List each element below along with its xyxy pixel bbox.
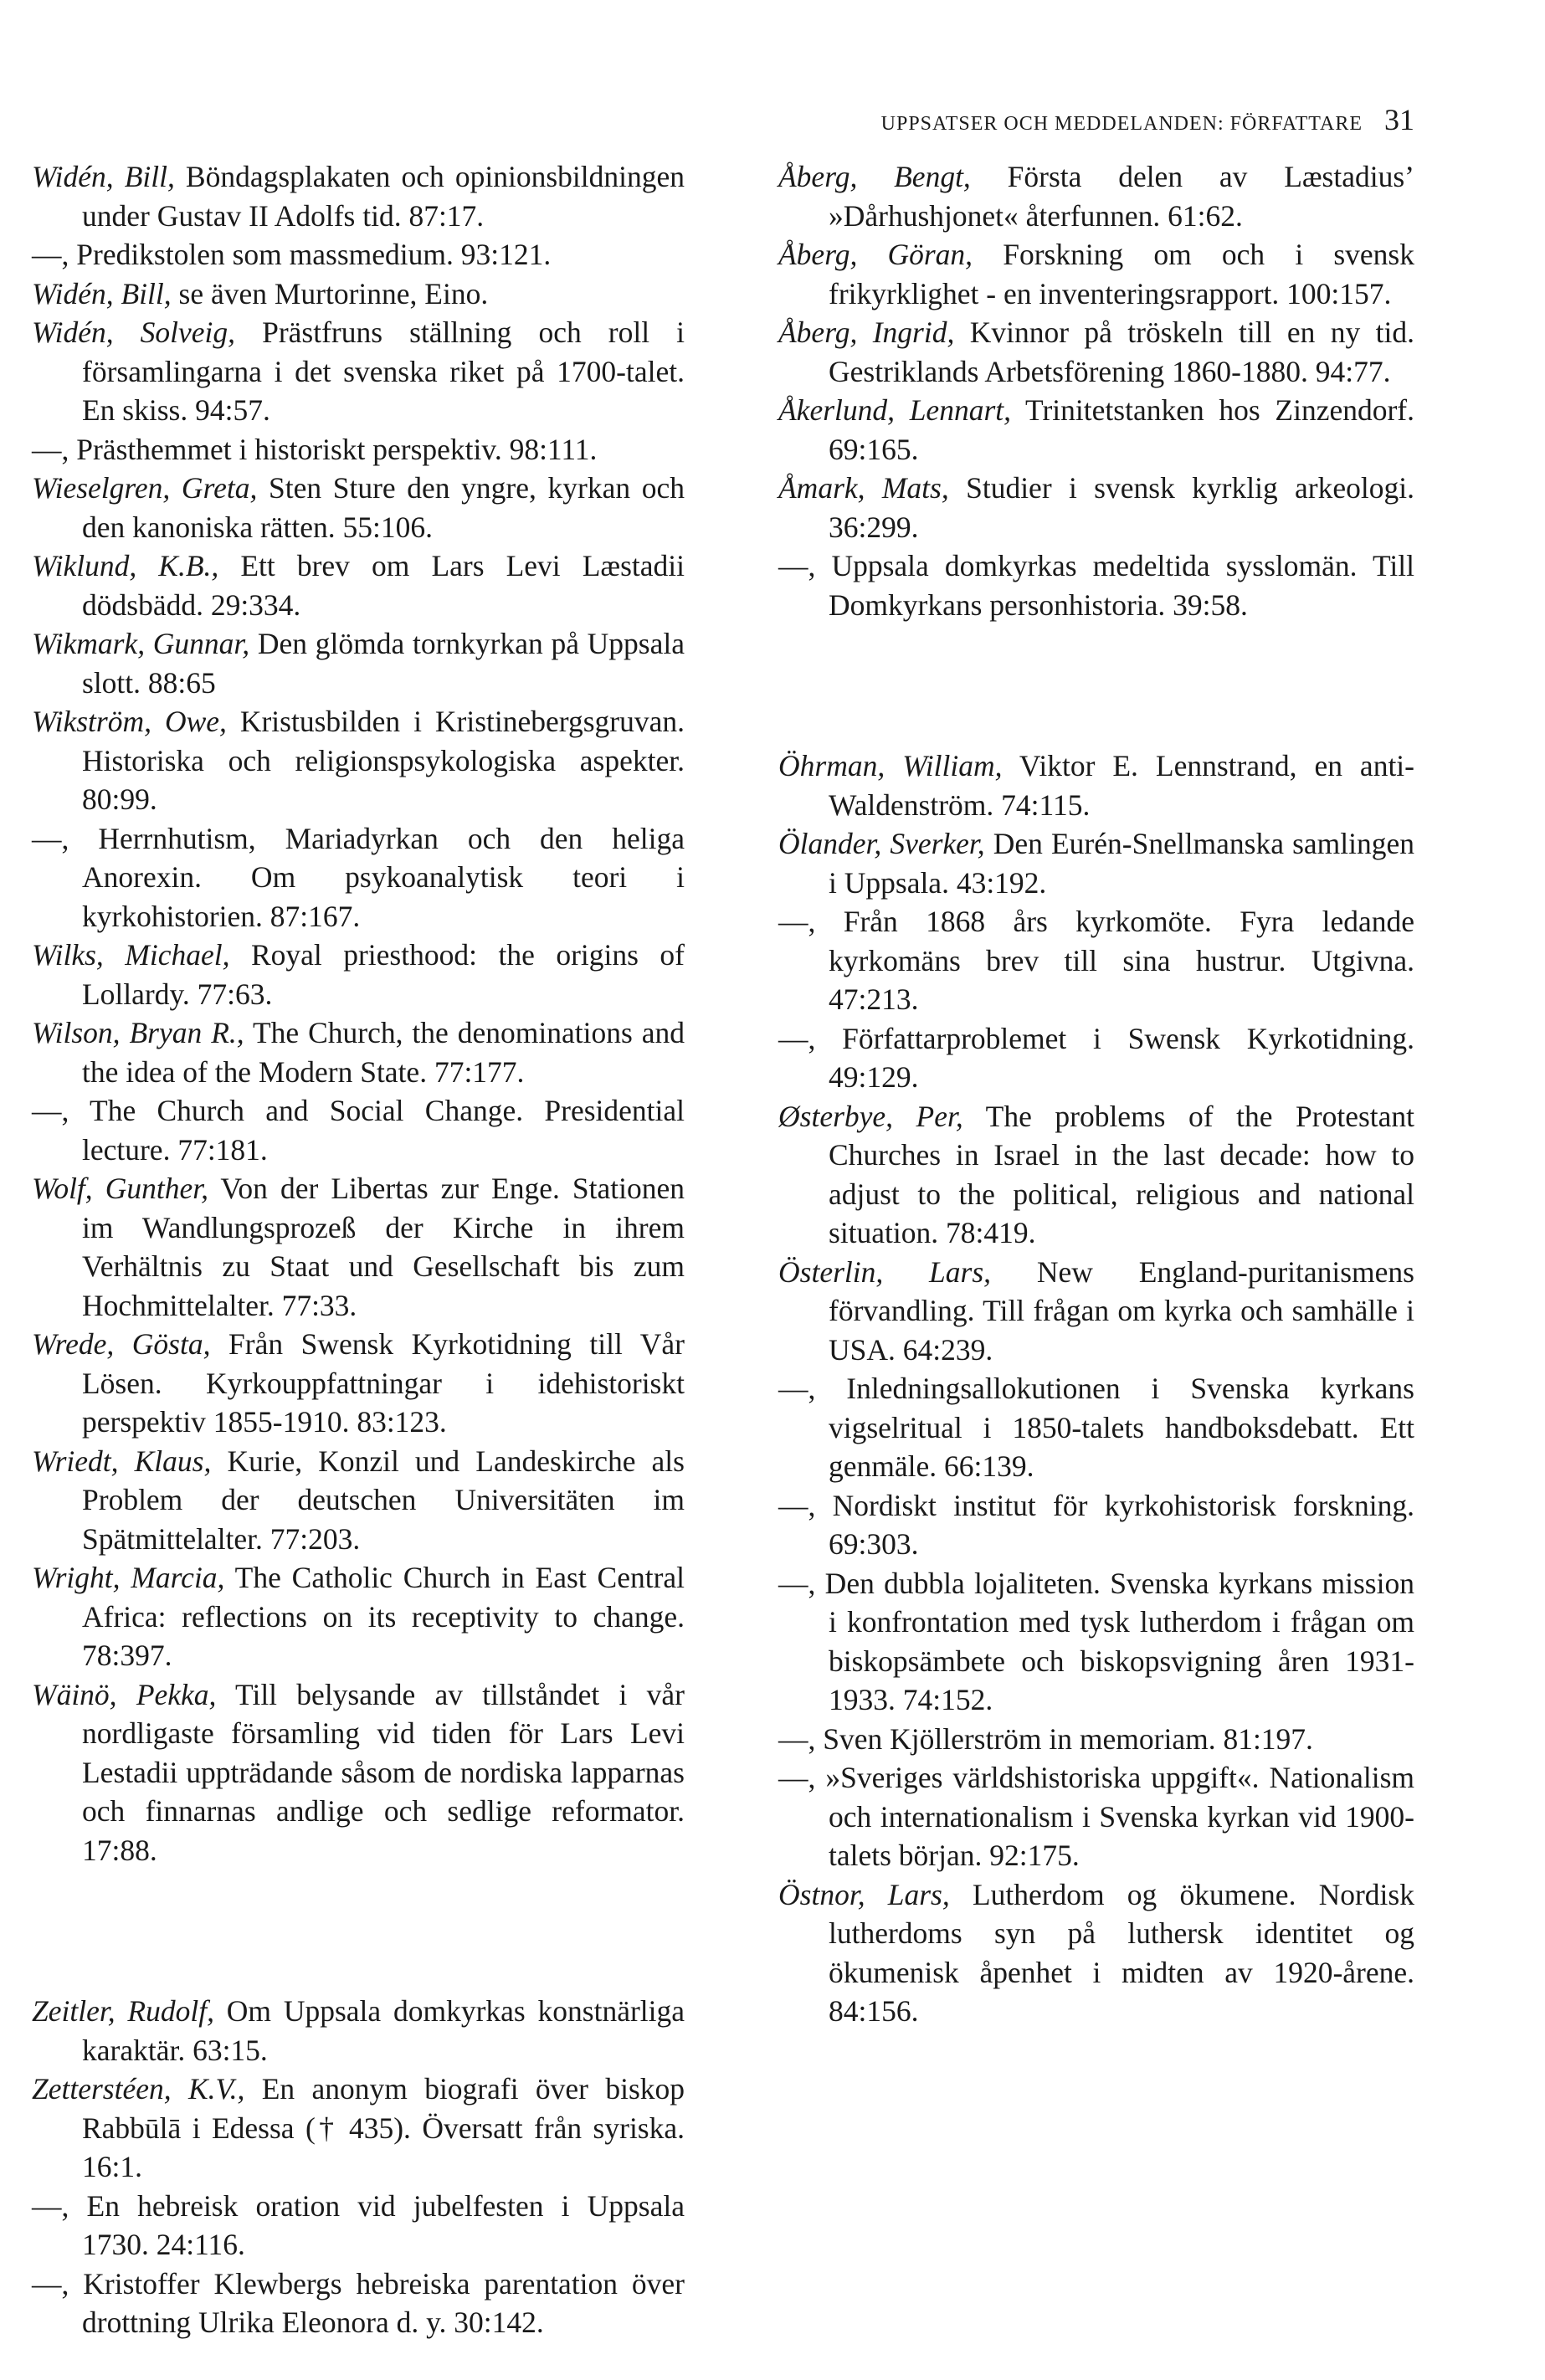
index-entry xyxy=(32,819,685,936)
index-entry xyxy=(778,546,1414,624)
entry-text: The Catholic Church in East Central Africa: reflections on its receptivity to change. 78:397. xyxy=(82,1561,685,1672)
entry-author: Åberg, Göran, xyxy=(778,238,973,271)
index-entry xyxy=(778,1253,1414,1370)
entry-author: Åmark, Mats, xyxy=(778,471,949,505)
entry-author: Åberg, Ingrid, xyxy=(778,315,955,349)
entry-text: Studier i svensk kyrklig arkeologi. 36:299. xyxy=(829,471,1414,544)
entry-author: Wright, Marcia, xyxy=(32,1561,225,1594)
index-entry xyxy=(778,1486,1414,1564)
index-entry xyxy=(32,1091,685,1169)
running-header xyxy=(778,102,1414,137)
index-entry xyxy=(32,1169,685,1325)
entry-text: se även Murtorinne, Eino. xyxy=(171,276,489,310)
index-entry xyxy=(778,1369,1414,1486)
entry-text: —, Nordiskt institut för kyrkohistorisk forskning. 69:303. xyxy=(778,1488,1414,1561)
entry-text: Om Uppsala domkyrkas konstnärliga karaktär. 63:15. xyxy=(82,1994,685,2067)
index-entry xyxy=(32,1992,685,2070)
page-number: 31 xyxy=(1384,103,1414,136)
header-title: UPPSATSER OCH MEDDELANDEN: FÖRFATTARE xyxy=(880,113,1363,135)
entry-author: Wiklund, K.B., xyxy=(32,549,219,582)
entry-text: —, Författarproblemet i Swensk Kyrkotidning. 49:129. xyxy=(778,1021,1414,1094)
index-entry xyxy=(32,546,685,624)
entry-author: Ölander, Sverker, xyxy=(778,827,985,860)
entry-text: Lutherdom og ökumene. Nordisk lutherdoms syn på luthersk identitet og ökumenisk åpenhet i midten av 1920-årene. 84:156. xyxy=(829,1877,1414,2028)
entry-text: —, En hebreisk oration vid jubelfesten i Uppsala 1730. 24:116. xyxy=(32,2188,685,2261)
index-entry xyxy=(32,702,685,819)
index-entry xyxy=(32,2265,685,2342)
entry-author: Widén, Bill, xyxy=(32,276,172,310)
entry-author: Åkerlund, Lennart, xyxy=(778,393,1011,427)
entry-author: Widén, Bill, xyxy=(32,160,175,193)
entry-author: Wäinö, Pekka, xyxy=(32,1677,217,1711)
entry-author: Wikmark, Gunnar, xyxy=(32,627,250,660)
index-entry xyxy=(32,1325,685,1442)
entry-text: The problems of the Protestant Churches in Israel in the last decade: how to adjust to the political, religious and national situation. 78:419. xyxy=(829,1099,1415,1249)
entry-text: New England-puritanismens förvandling. Till frågan om kyrka och samhälle i USA. 64:239. xyxy=(829,1254,1414,1367)
index-entry xyxy=(32,624,685,702)
index-entry xyxy=(32,936,685,1013)
index-entry xyxy=(778,157,1414,235)
index-entry xyxy=(778,1097,1414,1253)
entry-text: Sten Sture den yngre, kyrkan och den kanoniska rätten. 55:106. xyxy=(82,471,685,544)
index-entry xyxy=(778,1019,1414,1097)
index-entry xyxy=(32,1558,685,1675)
entry-text: Kristusbilden i Kristinebergsgruvan. Historiska och religionspsykologiska aspekter. 80:99. xyxy=(82,705,685,816)
index-entry xyxy=(32,313,685,430)
entry-author: Zetterstéen, K.V., xyxy=(32,2072,245,2106)
entry-text: —, Den dubbla lojaliteten. Svenska kyrkans mission i konfrontation med tysk lutherdom i frågan om biskopsämbete och biskopsvigning åren 1931-1933. 74:152. xyxy=(778,1566,1414,1716)
entry-author: Wilson, Bryan R., xyxy=(32,1016,244,1049)
entry-text: —, Predikstolen som massmedium. 93:121. xyxy=(32,238,552,271)
entry-author: Östnor, Lars, xyxy=(778,1877,950,1911)
entry-text: —, The Church and Social Change. Presidential lecture. 77:181. xyxy=(32,1094,685,1167)
entry-text: —, Från 1868 års kyrkomöte. Fyra ledande kyrkomäns brev till sina hustrur. Utgivna. 47:213. xyxy=(778,905,1414,1016)
entry-author: Öhrman, William, xyxy=(778,749,1003,782)
index-entry xyxy=(778,313,1414,391)
entry-text: —, »Sveriges världshistoriska uppgift«. Nationalism och internationalism i Svenska kyrkan vid 1900-talets början. 92:175. xyxy=(778,1761,1414,1872)
index-entry xyxy=(778,1720,1414,1759)
entry-text: Den glömda tornkyrkan på Uppsala slott. 88:65 xyxy=(82,627,685,700)
index-entry xyxy=(778,824,1414,902)
entry-author: Widén, Solveig, xyxy=(32,315,236,349)
entry-text: Royal priesthood: the origins of Lollardy. 77:63. xyxy=(82,938,685,1011)
index-entry xyxy=(32,1675,685,1870)
entry-text: —, Herrnhutism, Mariadyrkan och den heliga Anorexin. Om psykoanalytisk teori i kyrkohistorien. 87:167. xyxy=(32,821,685,933)
index-entry xyxy=(778,1564,1414,1720)
index-entry xyxy=(778,235,1414,313)
entry-text: —, Sven Kjöllerström in memoriam. 81:197. xyxy=(778,1721,1313,1756)
index-entry xyxy=(32,274,685,314)
entry-text: Böndagsplakaten och opinionsbildningen under Gustav II Adolfs tid. 87:17. xyxy=(82,160,685,233)
index-entry xyxy=(778,902,1414,1019)
index-entry xyxy=(32,157,685,235)
section-gap xyxy=(778,624,1414,746)
entry-author: Wriedt, Klaus, xyxy=(32,1444,212,1478)
entry-text: Kvinnor på tröskeln till en ny tid. Gestriklands Arbetsförening 1860-1880. 94:77. xyxy=(829,315,1414,388)
entry-text: —, Uppsala domkyrkas medeltida sysslomän. Till Domkyrkans personhistoria. 39:58. xyxy=(778,549,1414,622)
left-column xyxy=(32,157,685,2342)
entry-text: Kurie, Konzil und Landeskirche als Problem der deutschen Universitäten im Spätmittelalter. 77:203. xyxy=(82,1444,685,1556)
entry-author: Wolf, Gunther, xyxy=(32,1172,208,1205)
entry-text: Forskning om och i svensk frikyrklighet - en inventeringsrapport. 100:157. xyxy=(829,238,1414,310)
entry-text: Från Swensk Kyrkotidning till Vår Lösen. Kyrkouppfattningar i idehistoriskt perspektiv 1855-1910. 83:123. xyxy=(82,1327,685,1439)
index-entry xyxy=(32,1013,685,1091)
entry-text: The Church, the denominations and the idea of the Modern State. 77:177. xyxy=(82,1016,685,1089)
entry-text: —, Prästhemmet i historiskt perspektiv. 98:111. xyxy=(32,432,598,466)
entry-author: Åberg, Bengt, xyxy=(778,160,971,193)
entry-text: Viktor E. Lennstrand, en anti-Waldenström. 74:115. xyxy=(829,749,1414,822)
entry-author: Zeitler, Rudolf, xyxy=(32,1994,214,2028)
entry-text: Första delen av Læstadius’ »Dårhushjonet« återfunnen. 61:62. xyxy=(829,160,1414,233)
section-gap xyxy=(32,1870,685,1992)
entry-text: Trinitetstanken hos Zinzendorf. 69:165. xyxy=(829,393,1414,466)
entry-author: Österlin, Lars, xyxy=(778,1254,992,1289)
index-entry xyxy=(32,469,685,546)
index-entry xyxy=(32,235,685,274)
entry-text: —, Inledningsallokutionen i Svenska kyrkans vigselritual i 1850-talets handboksdebatt. Ett genmäle. 66:139. xyxy=(778,1372,1414,1483)
index-entry xyxy=(778,469,1414,546)
entry-text: Von der Libertas zur Enge. Stationen im Wandlungsprozeß der Kirche in ihrem Verhältnis zu Staat und Gesellschaft bis zum Hochmittelalter. 77:33. xyxy=(82,1172,685,1322)
index-entry xyxy=(778,746,1414,824)
entry-author: Wilks, Michael, xyxy=(32,938,230,972)
entry-text: Till belysande av tillståndet i vår nordligaste församling vid tiden för Lars Levi Lestadii uppträdande såsom de nordiska lapparnas och finnarnas andlige och sedlige reformator. 17:88. xyxy=(82,1677,685,1867)
entry-text: —, Kristoffer Klewbergs hebreiska parentation över drottning Ulrika Eleonora d. y. 30:142. xyxy=(32,2266,685,2339)
index-entry xyxy=(32,2070,685,2187)
index-entry xyxy=(32,1442,685,1559)
entry-author: Wieselgren, Greta, xyxy=(32,471,258,505)
entry-author: Wrede, Gösta, xyxy=(32,1327,211,1361)
index-entry xyxy=(778,391,1414,469)
right-column xyxy=(778,157,1414,2031)
entry-author: Østerbye, Per, xyxy=(778,1099,963,1133)
index-entry xyxy=(778,1758,1414,1875)
entry-text: Den Eurén-Snellmanska samlingen i Uppsala. 43:192. xyxy=(829,827,1414,900)
index-entry xyxy=(778,1875,1414,2031)
index-entry xyxy=(32,430,685,469)
entry-author: Wikström, Owe, xyxy=(32,705,227,738)
entry-text: En anonym biografi över biskop Rabbūlā i Edessa († 435). Översatt från syriska. 16:1. xyxy=(82,2072,685,2183)
entry-text: Prästfruns ställning och roll i församlingarna i det svenska riket på 1700-talet. En skiss. 94:57. xyxy=(82,315,685,427)
entry-text: Ett brev om Lars Levi Læstadii dödsbädd. 29:334. xyxy=(82,549,685,622)
index-entry xyxy=(32,2187,685,2265)
